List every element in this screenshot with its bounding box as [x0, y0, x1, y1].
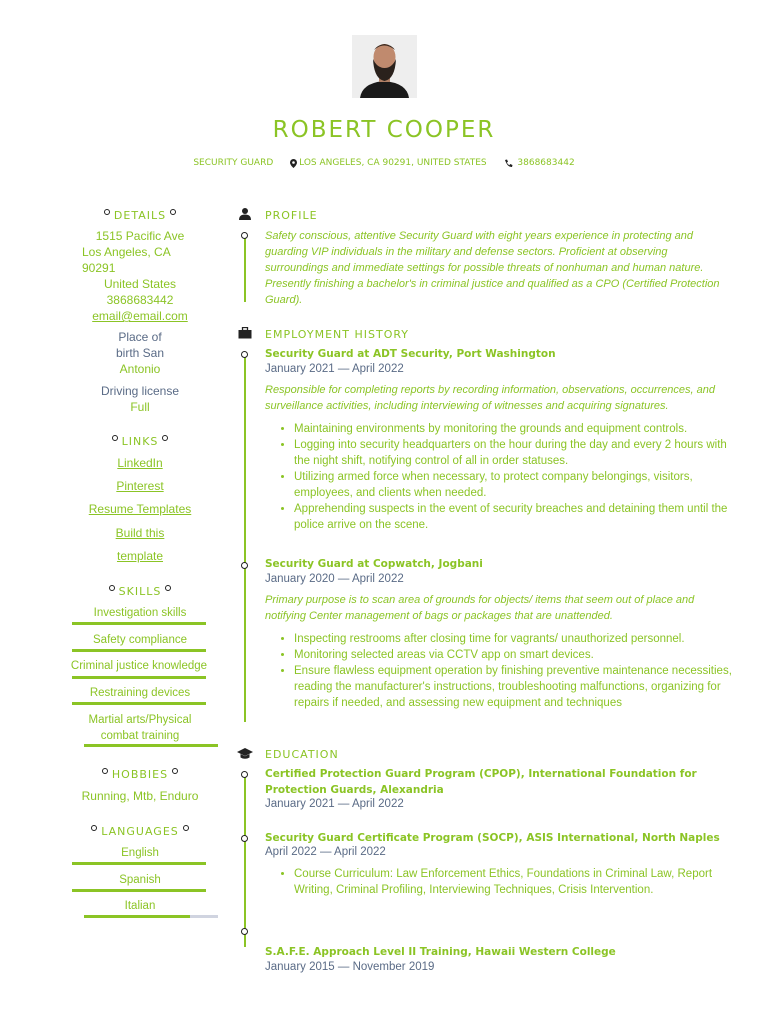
country: United States: [103, 277, 177, 291]
bullet-circle-icon: [112, 435, 118, 441]
bullet-circle-icon: [165, 585, 171, 591]
place-of-birth-label: Place of: [118, 330, 162, 344]
link-template[interactable]: template: [116, 549, 164, 563]
education-heading: EDUCATION: [265, 748, 339, 761]
list-item: • Apprehending suspects in the event of security breaches and detaining them until the police arrive on the scene.: [294, 501, 744, 533]
education-dates: January 2021 — April 2022: [265, 798, 404, 810]
details-phone: 3868683442: [106, 293, 174, 307]
details-block: [70, 228, 210, 244]
profile-text: Safety conscious, attentive Security Guard with eight years experience in protecting and guarding VIP individuals in the military and defense sectors. Proficient at observing surroundings and immediate settings for possible threats of nonhuman and human nature. Presently finishing a bachelor's in criminal justice and qualified as a CPO (Certified Protection Guard).: [265, 230, 720, 306]
job-bullets: [265, 421, 744, 533]
phone-icon: [504, 159, 513, 168]
language-label: Spanish: [119, 874, 161, 886]
bullet-circle-icon: [104, 209, 110, 215]
location-pin-icon: [290, 159, 297, 168]
job-summary: Responsible for completing reports by recording information, observations, occurrences, and surveillance activities, including interviewing of witnesses and acquiring signatures.: [265, 384, 716, 412]
timeline-node: [241, 562, 248, 569]
education-title: Certified Protection Guard Program (CPOP), International Foundation for Protection Guards, Alexandria: [265, 768, 697, 796]
job-bullets: [265, 631, 744, 711]
link-linkedin[interactable]: LinkedIn: [117, 456, 163, 470]
skill-label: Investigation skills: [93, 607, 187, 619]
timeline-node: [241, 351, 248, 358]
timeline-line: [244, 238, 246, 302]
skill-label: Martial arts/Physical: [88, 714, 192, 726]
skill-label-line-2: combat training: [100, 730, 180, 742]
education-bullets: [265, 866, 744, 898]
skill-bar: [84, 744, 218, 747]
bullet-circle-icon: [162, 435, 168, 441]
education-dates: April 2022 — April 2022: [265, 846, 386, 858]
list-item: • Monitoring selected areas via CCTV app on smart devices.: [294, 647, 744, 663]
job-title: Security Guard at ADT Security, Port Washington: [265, 348, 556, 360]
skill-label: Criminal justice knowledge: [70, 660, 208, 672]
bullet-circle-icon: [109, 585, 115, 591]
skill-label: Safety compliance: [93, 634, 187, 646]
header-job-title: SECURITY GUARD: [193, 158, 274, 169]
place-of-birth-label-2: birth San: [115, 346, 165, 360]
header-location: LOS ANGELES, CA 90291, UNITED STATES: [299, 158, 487, 168]
bullet-circle-icon: [170, 209, 176, 215]
language-bar: [72, 889, 206, 892]
phone-item: [504, 158, 575, 169]
link-pinterest[interactable]: Pinterest: [116, 479, 164, 493]
address-line-3: 90291: [82, 261, 116, 275]
address-line-1: 1515 Pacific Ave: [95, 229, 185, 243]
skills-heading: SKILLS: [70, 585, 210, 598]
skill-bar: [72, 702, 206, 705]
driving-license-label: Driving license: [100, 384, 180, 398]
job-dates: January 2021 — April 2022: [265, 363, 404, 375]
skill-bar: [72, 649, 206, 652]
language-bar: [84, 915, 218, 918]
bullet-circle-icon: [183, 825, 189, 831]
profile-photo: [352, 35, 417, 98]
address-line-2: Los Angeles, CA: [82, 245, 171, 259]
list-item: • Ensure flawless equipment operation by finishing preventive maintenance necessities, reading the manufacturer's instructions, troubleshooting malfunctions, organizing for repairs if needed, and assessing new equipment and techniques: [294, 663, 744, 711]
list-item: • Logging into security headquarters on the hour during the day and every 2 hours with the night shift, notifying control of all in order statuses.: [294, 437, 744, 469]
language-bar: [72, 862, 206, 865]
hobbies-text: Running, Mtb, Enduro: [81, 789, 199, 803]
timeline-node: [241, 232, 248, 239]
job-summary: Primary purpose is to scan area of grounds for objects/ items that seem out of place and notifying Center management of bags or packages that are unattended.: [265, 594, 695, 622]
languages-heading: LANGUAGES: [70, 825, 210, 838]
list-item: • Maintaining environments by monitoring the grounds and equipment controls.: [294, 421, 744, 437]
person-icon: [238, 208, 252, 220]
bullet-circle-icon: [102, 768, 108, 774]
bullet-circle-icon: [172, 768, 178, 774]
hobbies-heading: HOBBIES: [70, 768, 210, 781]
timeline-node: [241, 771, 248, 778]
driving-license-value: Full: [130, 400, 150, 414]
candidate-name: ROBERT COOPER: [272, 117, 496, 143]
email-link[interactable]: email@email.com: [92, 309, 188, 323]
timeline-line: [244, 776, 246, 947]
timeline-line: [244, 356, 246, 722]
details-heading: DETAILS: [70, 209, 210, 222]
education-title: S.A.F.E. Approach Level II Training, Hawaii Western College: [265, 946, 616, 958]
place-of-birth-value: Antonio: [119, 362, 161, 376]
timeline-node: [241, 928, 248, 935]
skill-bar: [72, 676, 206, 679]
list-item: • Inspecting restrooms after closing time for vagrants/ unauthorized personnel.: [294, 631, 744, 647]
briefcase-icon: [238, 327, 252, 339]
skill-label: Restraining devices: [89, 687, 191, 699]
employment-heading: EMPLOYMENT HISTORY: [265, 328, 410, 341]
link-resume-templates[interactable]: Resume Templates: [88, 502, 192, 516]
bullet-circle-icon: [91, 825, 97, 831]
place-of-birth-line: [70, 345, 210, 361]
links-heading: LINKS: [70, 435, 210, 448]
location-item: [290, 158, 487, 169]
link-build-this[interactable]: Build this: [115, 526, 165, 540]
language-label: Italian: [124, 900, 156, 912]
education-dates: January 2015 — November 2019: [265, 961, 435, 973]
education-title: Security Guard Certificate Program (SOCP), ASIS International, North Naples: [265, 832, 720, 844]
skill-bar: [72, 622, 206, 625]
profile-heading: PROFILE: [265, 209, 318, 222]
language-label: English: [121, 847, 159, 859]
header-phone: 3868683442: [517, 158, 575, 168]
list-item: • Utilizing armed force when necessary, to protect company belongings, visitors, employees, and clients when needed.: [294, 469, 744, 501]
list-item: • Course Curriculum: Law Enforcement Ethics, Foundations in Criminal Law, Report Writing, Criminal Profiling, Interviewing Techniques, Crisis Intervention.: [294, 866, 744, 898]
job-title: Security Guard at Copwatch, Jogbani: [265, 558, 483, 570]
contact-line: [0, 158, 768, 169]
job-dates: January 2020 — April 2022: [265, 573, 404, 585]
graduation-cap-icon: [237, 748, 253, 760]
timeline-node: [241, 835, 248, 842]
